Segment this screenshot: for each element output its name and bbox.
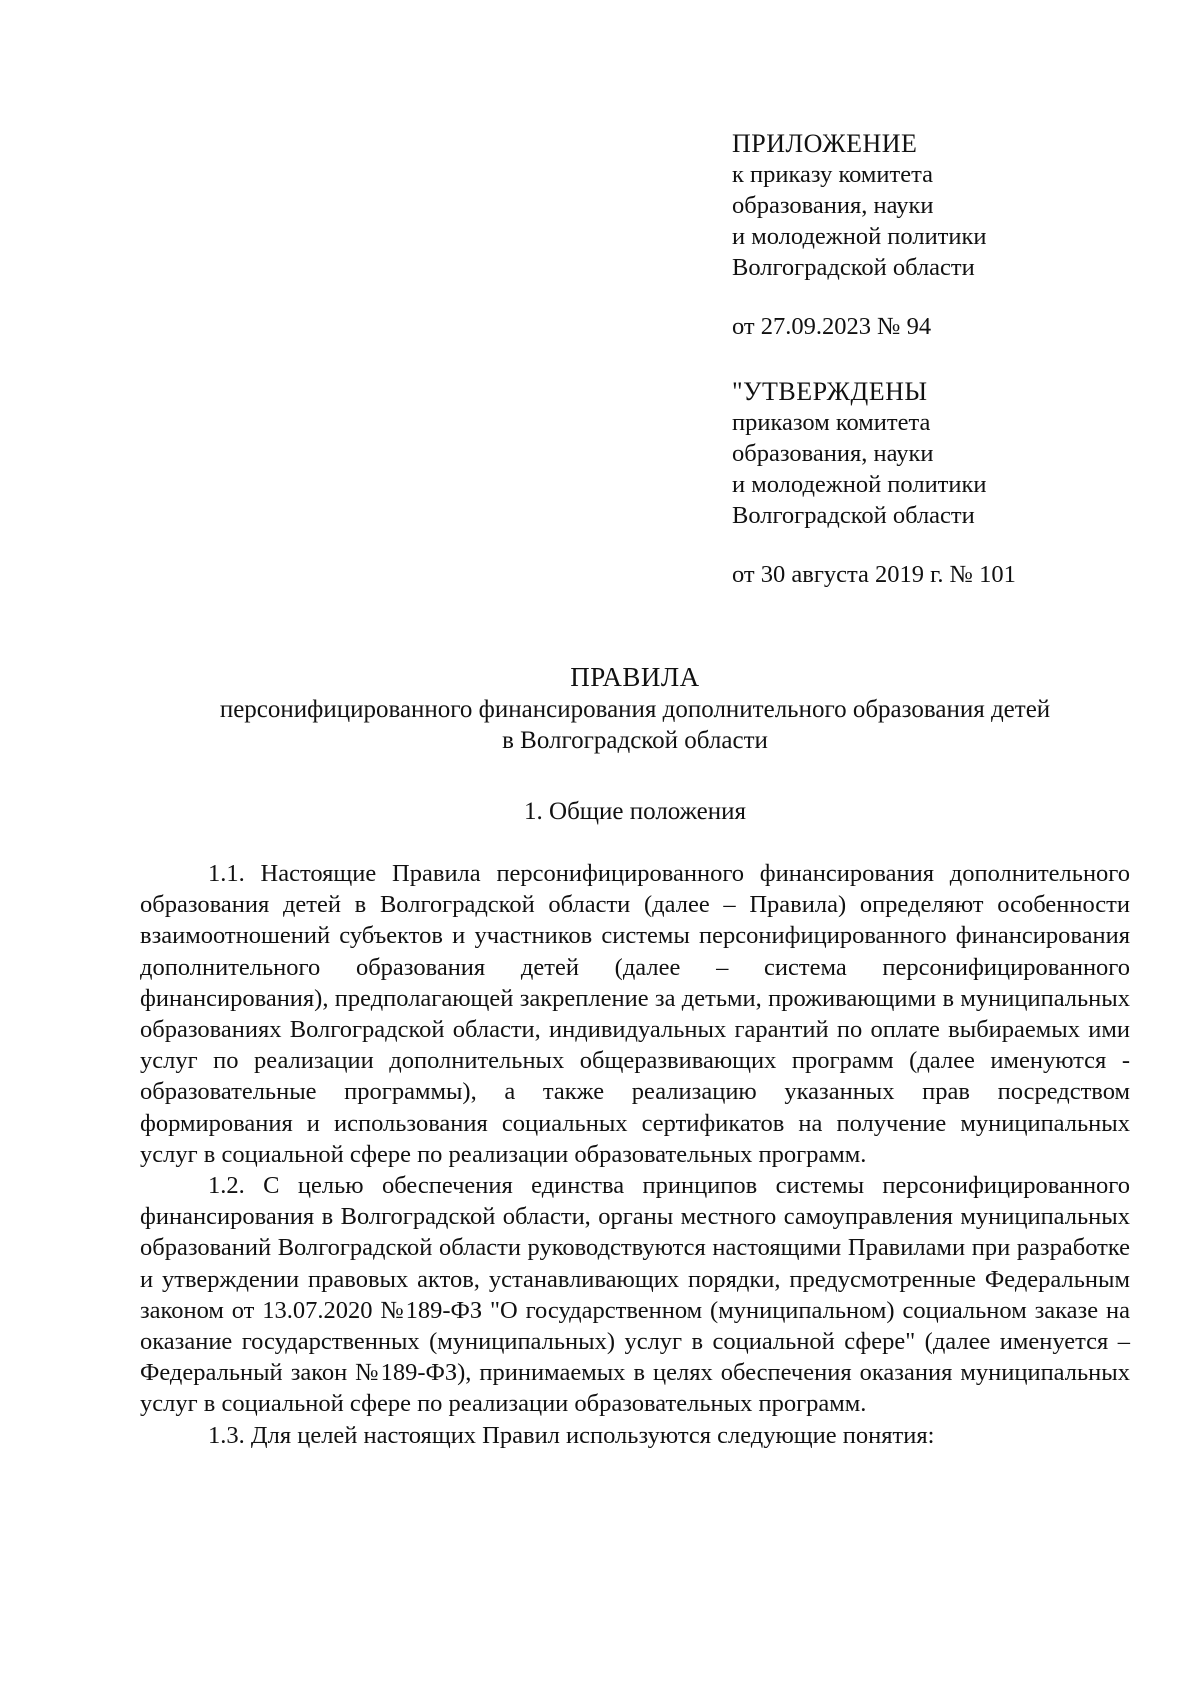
paragraph-1-2: 1.2. С целью обеспечения единства принципов системы персонифицированного финансирования в Волгоградской области, органы местного самоуправления муниципальных образований Волгоградской области руководствуются настоящими Правилами при разработке и утверждении правовых актов, устанавливающих порядки, предусмотренные Федеральным законом от 13.07.2020 №189-ФЗ "О государственном (муниципальном) социальном заказе на оказание государственных (муниципальных) услуг в социальной сфере" (далее именуется – Федеральный закон №189-ФЗ), принимаемых в целях обеспечения оказания муниципальных услуг в социальной сфере по реализации образовательных программ. xyxy=(140,1172,1130,1418)
document-subtitle-line: персонифицированного финансирования дополнительного образования детей xyxy=(219,696,1051,723)
appendix-date-number: от 27.09.2023 № 94 xyxy=(732,313,932,340)
appendix-heading: ПРИЛОЖЕНИЕ xyxy=(732,129,918,158)
appendix-line: образования, науки xyxy=(732,192,934,219)
section-heading: 1. Общие положения xyxy=(524,798,746,825)
document-body xyxy=(140,858,1130,1451)
paragraph-1-3: 1.3. Для целей настоящих Правил используются следующие понятия: xyxy=(208,1421,935,1449)
document-title-block xyxy=(140,660,1130,756)
appendix-line: Волгоградской области xyxy=(732,254,975,281)
approved-stamp xyxy=(732,376,1152,590)
approved-line: приказом комитета xyxy=(732,409,931,436)
paragraph-1-1: 1.1. Настоящие Правила персонифицированного финансирования дополнительного образования детей в Волгоградской области (далее – Правила) определяют особенности взаимоотношений субъектов и участников системы персонифицированного финансирования дополнительного образования детей (далее – система персонифицированного финансирования), предполагающей закрепление за детьми, проживающими в муниципальных образованиях Волгоградской области, индивидуальных гарантий по оплате выбираемых ими услуг по реализации дополнительных общеразвивающих программ (далее именуются - образовательные программы), а также реализацию указанных прав посредством формирования и использования социальных сертификатов на получение муниципальных услуг в социальной сфере по реализации образовательных программ. xyxy=(140,860,1130,1168)
approved-heading: "УТВЕРЖДЕНЫ xyxy=(732,377,928,406)
approved-line: образования, науки xyxy=(732,440,934,467)
document-subtitle-line: в Волгоградской области xyxy=(502,727,768,754)
appendix-line: к приказу комитета xyxy=(732,161,933,188)
document-title: ПРАВИЛА xyxy=(570,662,700,692)
appendix-stamp xyxy=(732,128,1152,342)
approved-date-number: от 30 августа 2019 г. № 101 xyxy=(732,561,1016,588)
approved-line: и молодежной политики xyxy=(732,471,987,498)
appendix-line: и молодежной политики xyxy=(732,223,987,250)
approved-line: Волгоградской области xyxy=(732,502,975,529)
